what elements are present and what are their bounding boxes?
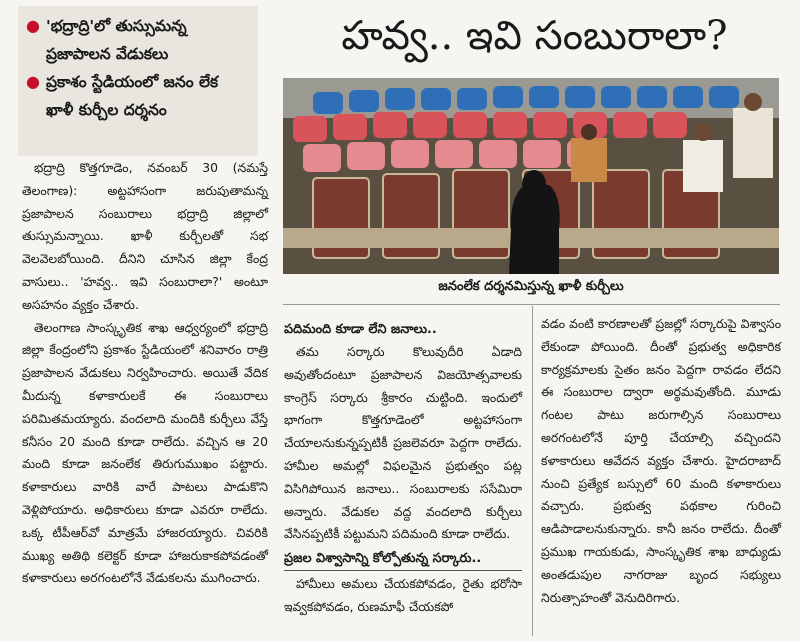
bullet-icon: ● — [26, 72, 40, 91]
highlight-item: ● 'భద్రాద్రి'లో తుస్సుమన్న ప్రజాపాలన వేడుకలు — [26, 12, 250, 68]
highlights-box — [18, 6, 258, 156]
highlight-item: ● ప్రకాశం స్టేడియంలో జనం లేక ఖాళీ కుర్చీల దర్శనం — [26, 68, 250, 124]
paragraph: భద్రాద్రి కొత్తగూడెం, నవంబర్ 30 (నమస్తే తెలంగాణ): అట్టహాసంగా జరుపుతామన్న ప్రజాపాలన సంబురాలు భద్రాద్రి జిల్లాలో తుస్సుమన్నాయి. ఖాళీ కుర్చీలతో సభ వెలవెలబోయింది. దీనిని చూసిన జిల్లా కేంద్ర వాసులు.. 'హవ్వ.. ఇవి సంబురాలా?' అంటూ అసహనం వ్యక్తం చేశారు. — [22, 160, 268, 312]
column-divider — [532, 306, 533, 636]
headline: హవ్వ.. ఇవి సంబురాలా? — [341, 13, 728, 59]
subheading: ప్రజల విశ్వాసాన్ని కోల్పోతున్న సర్కారు.. — [284, 548, 522, 571]
paragraph: తెలంగాణ సాంస్కృతిక శాఖ ఆధ్వర్యంలో భద్రాద్రి జిల్లా కేంద్రంలోని ప్రకాశం స్టేడియంలో శనివారం రాత్రి ప్రజాపాలన వేడుకలు నిర్వహించారు. అయితే వేదిక మీదున్న కళాకారులకే ఈ సంబురాలు పరిమితమయ్యారు. వందలాది మందికి కుర్చీలు వేస్తే కనీసం 20 మంది కూడా రాలేదు. వచ్చిన ఆ 20 మంది కూడా జనంలేక తిరుగుముఖం పట్టారు. కళాకారులు వారికి వారే పాటలు పాడుకొని వెళ్లిపోయారు. అధికారులు కూడా ఎవరూ రాలేదు. ఒక్క టీపీఆర్‌వో మాత్రమే హాజరయ్యారు. చివరికి ముఖ్య అతిథి కలెక్టర్ కూడా హాజరుకాకపోవడంతో కళాకారులు అరగంటలోనే వేడుకలను ముగించారు. — [22, 319, 268, 586]
bullet-icon: ● — [26, 16, 40, 35]
news-photo — [283, 78, 779, 274]
paragraph: తమ సర్కారు కొలువుదీరి ఏడాది అవుతోందంటూ ప్రజాపాలన విజయోత్సవాలకు కాంగ్రెస్ సర్కారు శ్రీకారం చుట్టింది. ఇందులో భాగంగా కొత్తగూడెంలో అట్టహాసంగా చేయాలనుకున్నప్పటికీ ప్రజలెవరూ పెద్దగా రాలేదు. హామీల అమల్లో విఫలమైన ప్రభుత్వం పట్ల విసిగిపోయిన జనాలు.. సంబురాలకు ససేమిరా అన్నారు. వేడుకల వద్ద వందలాది కుర్చీలు వేసినప్పటికీ పట్టుమని పదిమంది కూడా రాలేదు. — [284, 344, 522, 542]
article-column-2 — [284, 319, 522, 619]
photo-caption: జనంలేక దర్శనమిస్తున్న ఖాళీ కుర్చీలు — [438, 279, 624, 294]
article-column-3 — [541, 313, 781, 609]
paragraph: వడం వంటి కారణాలతో ప్రజల్లో సర్కారుపై విశ్వాసం లేకుండా పోయింది. దీంతో ప్రభుత్వ అధికారిక కార్యక్రమాలకు సైతం జనం పెద్దగా రావడం లేదని ఈ సంబురాల ద్వారా అర్థమవుతోంది. మూడు గంటల పాటు జరుగాల్సిన సంబురాలు అరగంటలోనే పూర్తి చేయాల్సి వచ్చిందని కళాకారులు ఆవేదన వ్యక్తం చేశారు. హైదరాబాద్ నుంచి ప్రత్యేక బస్సులో 60 మంది కళాకారులు వచ్చారు. ప్రభుత్వ పథకాల గురించి ఆడిపాడాలనుకున్నారు. కానీ జనం రాలేదు. దీంతో ప్రముఖ గాయకుడు, సాంస్కృతిక శాఖ బాధ్యుడు అంతడుపుల నాగరాజు బృంద సభ్యులు నిరుత్సాహంతో వెనుదిరిగారు. — [541, 316, 781, 605]
paragraph: హామీలు అమలు చేయకపోవడం, రైతు భరోసా ఇవ్వకపోవడం, రుణమాఫీ చేయకపో — [284, 576, 522, 614]
subheading: పదిమంది కూడా లేని జనాలు.. — [284, 322, 437, 337]
article-column-1 — [22, 157, 268, 590]
divider — [283, 304, 780, 305]
